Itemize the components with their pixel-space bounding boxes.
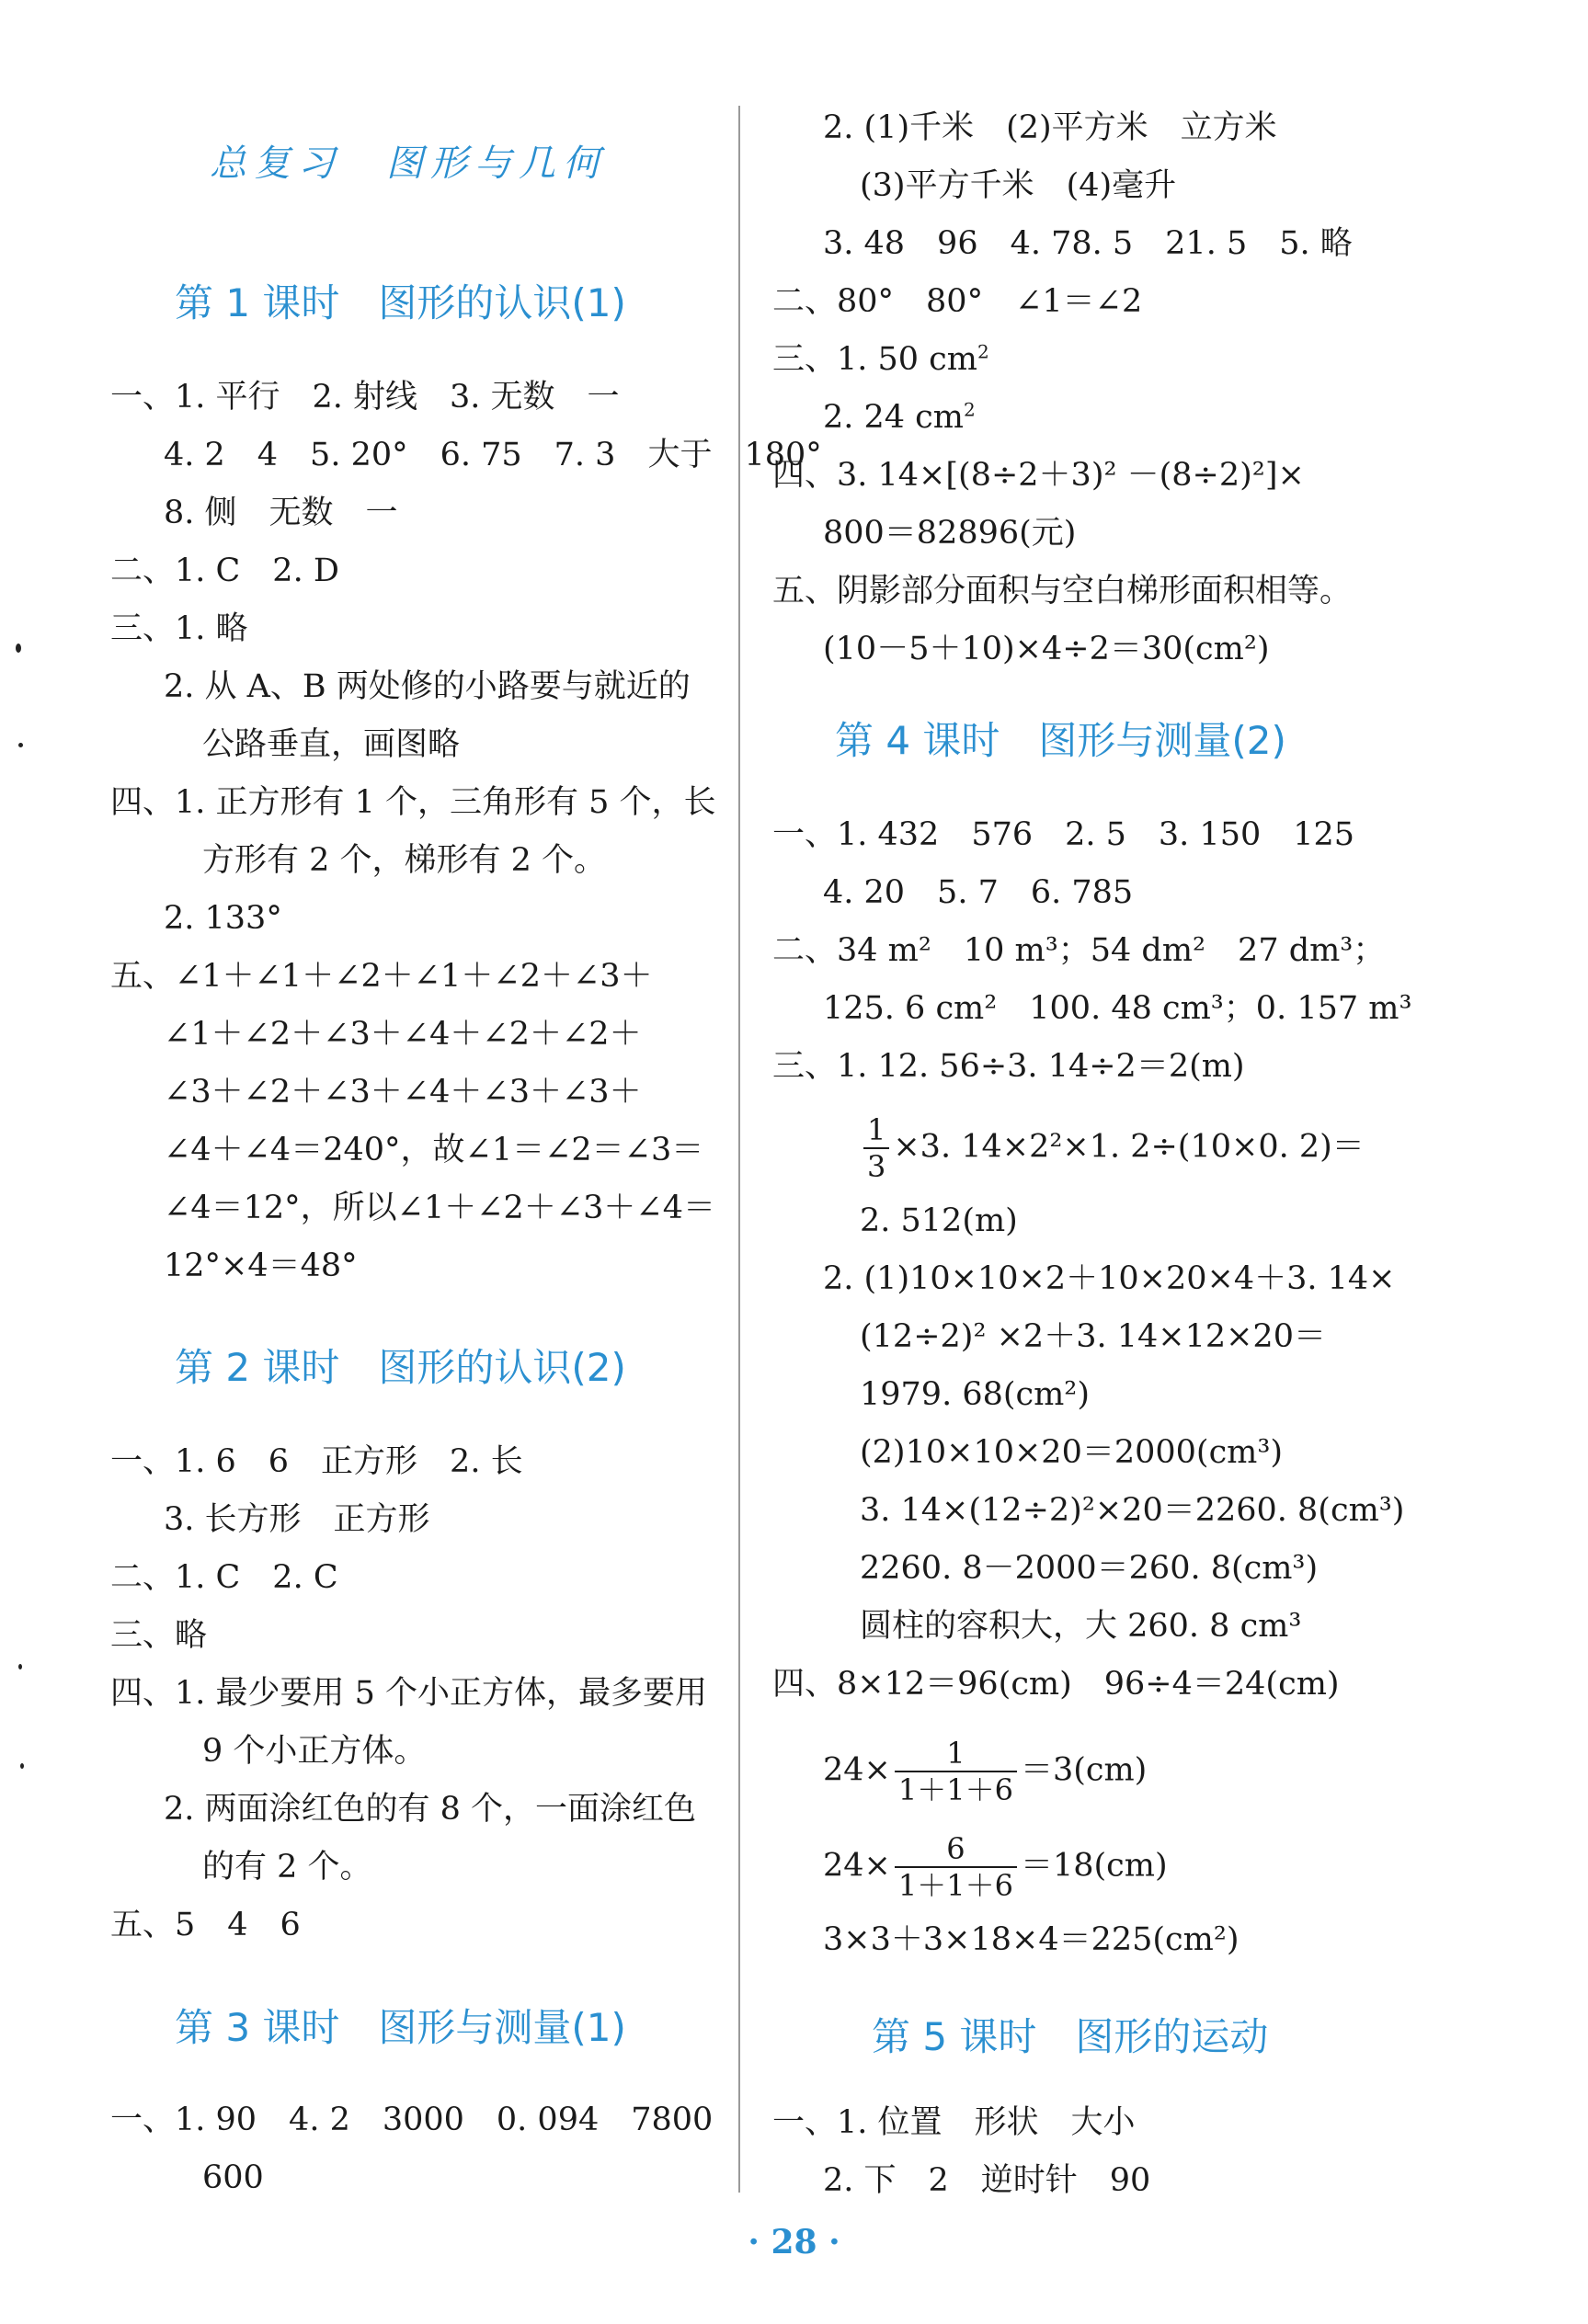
lesson-2-line: 一、1. 6 6 正方形 2. 长 [110,1443,523,1480]
lesson-1-line: ∠1＋∠2＋∠3＋∠4＋∠2＋∠2＋ [164,1016,642,1053]
lesson-4-line: 一、1. 432 576 2. 5 3. 150 125 [772,816,1355,853]
lesson-4-line: 3×3＋3×18×4＝225(cm²) [823,1921,1240,1958]
lesson-1-title: 第 1 课时 图形的认识(1) [175,280,626,325]
lesson-2-line: 的有 2 个。 [202,1849,372,1885]
lesson-2-line: 三、略 [110,1617,208,1654]
continued-line: 二、80° 80° ∠1＝∠2 [772,283,1143,320]
lesson-4-line: 125. 6 cm² 100. 48 cm³；0. 157 m³ [823,990,1412,1027]
lesson-1-line: 四、1. 正方形有 1 个，三角形有 5 个，长 [110,784,716,821]
lesson-1-line: 二、1. C 2. D [110,553,339,589]
scan-speck [18,1664,22,1669]
lesson-4-line: 1979. 68(cm²) [860,1376,1090,1413]
lesson-2-title: 第 2 课时 图形的认识(2) [175,1345,626,1390]
lesson-3-line: 一、1. 90 4. 2 3000 0. 094 7800 [110,2102,714,2138]
lesson-1-line: 2. 133° [164,900,282,937]
lesson-2-line: 9 个小正方体。 [202,1733,427,1770]
continued-line: 800＝82896(元) [823,515,1077,552]
lesson-4-line: (12÷2)² ×2＋3. 14×12×20＝ [860,1318,1326,1355]
lesson-1-line: 一、1. 平行 2. 射线 3. 无数 一 [110,379,620,416]
lesson-2-line: 3. 长方形 正方形 [164,1501,430,1538]
column-divider [738,106,740,2193]
fraction: $\frac{1}{1+1+6}$ [895,1736,1017,1807]
lesson-2-line: 二、1. C 2. C [110,1559,338,1596]
continued-line: (3)平方千米 (4)毫升 [860,167,1177,204]
lesson-4-line: 四、8×12＝96(cm) 96÷4＝24(cm) [772,1666,1340,1703]
lesson-4-line: 4. 20 5. 7 6. 785 [823,874,1134,911]
continued-line: 三、1. 50 $cm^2$ [772,340,989,378]
fraction: $\frac{1}{3}$ [863,1112,889,1184]
lesson-3-title: 第 3 课时 图形与测量(1) [175,2005,626,2050]
lesson-4-fraction-line: $\frac{1}{3}$ ×3. 14×2²×1. 2÷(10×0. 2)＝ [860,1112,1365,1184]
lesson-1-line: 公路垂直，画图略 [202,726,461,763]
lesson-4-line: 圆柱的容积大，大 260. 8 cm³ [860,1608,1302,1645]
lesson-1-line: ∠4＝12°，所以∠1＋∠2＋∠3＋∠4＝ [164,1190,716,1226]
lesson-3-line: 600 [202,2159,264,2196]
fraction: $\frac{6}{1+1+6}$ [895,1831,1017,1903]
lesson-4-line: 三、1. 12. 56÷3. 14÷2＝2(m) [772,1048,1245,1085]
lesson-5-line: 一、1. 位置 形状 大小 [772,2104,1136,2141]
main-heading: 总复习 图形与几何 [210,142,607,185]
continued-line: 2. (1)千米 (2)平方米 立方米 [823,109,1277,146]
lesson-4-line: 3. 14×(12÷2)²×20＝2260. 8(cm³) [860,1492,1405,1529]
lesson-4-fraction-line: 24× $\frac{1}{1+1+6}$ ＝3(cm) [823,1736,1148,1807]
lesson-4-fraction-line: 24× $\frac{6}{1+1+6}$ ＝18(cm) [823,1831,1168,1903]
lesson-1-line: 五、∠1＋∠1＋∠2＋∠1＋∠2＋∠3＋ [110,958,653,995]
lesson-1-line: 方形有 2 个，梯形有 2 个。 [202,842,607,879]
lesson-4-line: 2. (1)10×10×2＋10×20×4＋3. 14× [823,1260,1396,1297]
lesson-2-line: 2. 两面涂红色的有 8 个，一面涂红色 [164,1791,697,1828]
lesson-1-line: 12°×4＝48° [164,1247,358,1284]
continued-line: 3. 48 96 4. 78. 5 21. 5 5. 略 [823,225,1353,262]
lesson-4-line: 2260. 8－2000＝260. 8(cm³) [860,1550,1319,1587]
scan-speck [16,644,21,653]
lesson-1-line: ∠4＋∠4＝240°，故∠1＝∠2＝∠3＝ [164,1132,704,1168]
lesson-1-line: ∠3＋∠2＋∠3＋∠4＋∠3＋∠3＋ [164,1074,642,1111]
lesson-5-title: 第 5 课时 图形的运动 [872,2014,1269,2059]
continued-line: 四、3. 14×[(8÷2＋3)² －(8÷2)²]× [772,457,1305,494]
scan-speck [20,1763,24,1769]
lesson-2-line: 四、1. 最少要用 5 个小正方体，最多要用 [110,1675,708,1712]
lesson-1-line: 2. 从 A、B 两处修的小路要与就近的 [164,668,691,705]
lesson-4-line: (2)10×10×20＝2000(cm³) [860,1434,1284,1471]
lesson-5-line: 2. 下 2 逆时针 90 [823,2162,1151,2199]
lesson-4-line: 2. 512(m) [860,1202,1018,1239]
lesson-1-line: 8. 侧 无数 一 [164,495,398,531]
lesson-1-line: 三、1. 略 [110,610,248,647]
continued-line: 2. 24 $cm^2$ [823,398,976,436]
lesson-4-title: 第 4 课时 图形与测量(2) [835,718,1286,763]
continued-line: (10－5＋10)×4÷2＝30(cm²) [823,631,1270,667]
page-number: · 28 · [748,2223,840,2261]
lesson-2-line: 五、5 4 6 [110,1907,301,1943]
continued-line: 五、阴影部分面积与空白梯形面积相等。 [772,573,1353,609]
scan-speck [18,743,23,747]
lesson-4-line: 二、34 m² 10 m³；54 dm² 27 dm³； [772,932,1386,969]
lesson-1-line: 4. 2 4 5. 20° 6. 75 7. 3 大于 180° [164,437,822,473]
